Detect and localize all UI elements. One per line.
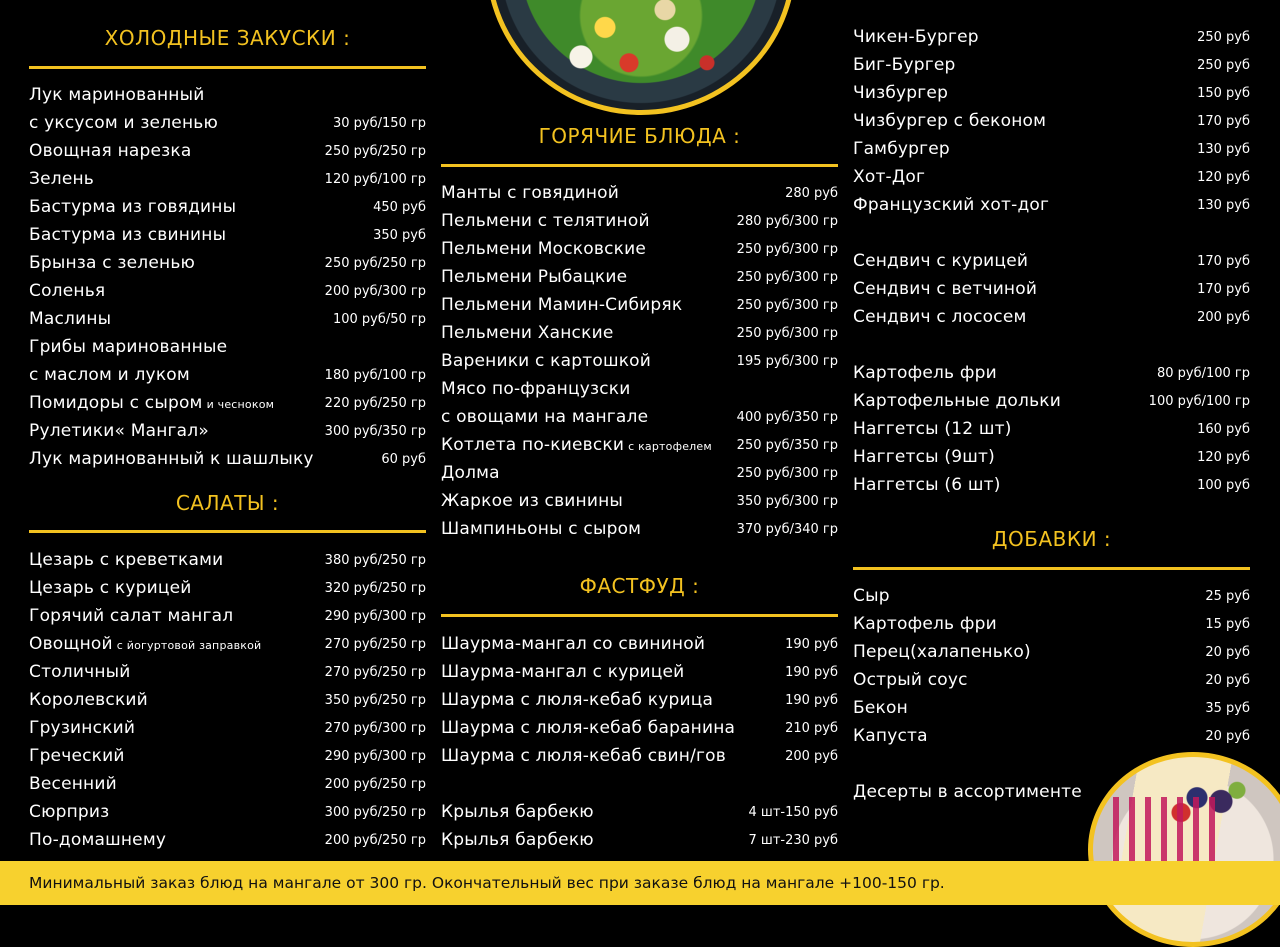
- section-title-fastfood: ФАСТФУД :: [579, 574, 700, 598]
- footer-note-bar: [0, 861, 1280, 905]
- section-divider: [441, 614, 838, 617]
- menu-item-title: с маслом и луком: [29, 365, 190, 385]
- menu-item: [29, 546, 426, 574]
- menu-item-price: 250 руб/250 гр: [324, 143, 426, 159]
- menu-item-price: 280 руб/300 гр: [736, 213, 838, 229]
- menu-item: [29, 630, 426, 658]
- menu-item-title: Крылья барбекю: [441, 830, 594, 850]
- menu-item: [441, 826, 838, 854]
- menu-item-title: Крылья барбекю: [441, 802, 594, 822]
- menu-item-title: Чикен-Бургер: [853, 27, 979, 47]
- menu-item-price: 170 руб: [1197, 113, 1250, 129]
- menu-item: [853, 247, 1250, 275]
- menu-item: [29, 137, 426, 165]
- menu-item-price: 25 руб: [1205, 588, 1250, 604]
- menu-item-name: [29, 169, 94, 189]
- menu-item-title: Помидоры с сыром: [29, 393, 203, 413]
- menu-item-name: [441, 718, 735, 738]
- menu-item-title: Греческий: [29, 746, 125, 766]
- menu-item-title: Шаурма-мангал со свининой: [441, 634, 706, 654]
- menu-item: [853, 471, 1250, 499]
- menu-item: [853, 191, 1250, 219]
- menu-item-name: [853, 642, 1031, 662]
- menu-item-title: Французский хот-дог: [853, 195, 1050, 215]
- menu-item-name: [853, 111, 1046, 131]
- menu-item-title: Хот-Дог: [853, 167, 926, 187]
- menu-item-name: [853, 139, 950, 159]
- menu-item: [29, 249, 426, 277]
- menu-item-name: [29, 449, 314, 469]
- menu-item-title: Шаурма с люля-кебаб курица: [441, 690, 714, 710]
- menu-item-title: Бекон: [853, 698, 908, 718]
- menu-item: [441, 798, 838, 826]
- menu-item-price: 120 руб/100 гр: [324, 171, 426, 187]
- menu-item-name: [29, 746, 125, 766]
- menu-item-title: Котлета по-киевски: [441, 435, 625, 455]
- menu-item-name: [853, 27, 979, 47]
- menu-item-price: 4 шт-150 руб: [748, 804, 838, 820]
- menu-item-price: 280 руб: [785, 185, 838, 201]
- menu-item-name: [853, 447, 995, 467]
- menu-item: [441, 179, 838, 207]
- menu-item-name: [441, 407, 648, 427]
- menu-item: [441, 375, 838, 403]
- menu-item-price: 200 руб: [1197, 309, 1250, 325]
- menu-item: [441, 291, 838, 319]
- menu-item-title: Манты с говядиной: [441, 183, 620, 203]
- menu-item-title: Бастурма из свинины: [29, 225, 227, 245]
- menu-item-title: Пельмени с телятиной: [441, 211, 650, 231]
- menu-item-name: [29, 774, 117, 794]
- menu-item-name: [853, 586, 890, 606]
- menu-item-price: 300 руб/250 гр: [324, 804, 426, 820]
- menu-item-price: 7 шт-230 руб: [748, 832, 838, 848]
- menu-item-name: [853, 167, 925, 187]
- menu-item-price: 200 руб: [785, 748, 838, 764]
- menu-item-name: [853, 279, 1037, 299]
- section-divider: [29, 530, 426, 533]
- menu-item: [853, 135, 1250, 163]
- menu-item-title: Вареники с картошкой: [441, 351, 652, 371]
- menu-item-price: 370 руб/340 гр: [736, 521, 838, 537]
- section-title-extras: ДОБАВКИ :: [991, 527, 1112, 551]
- menu-item-title: Пельмени Ханские: [441, 323, 614, 343]
- menu-item-price: 60 руб: [381, 451, 426, 467]
- menu-item: [853, 163, 1250, 191]
- menu-item-title: Мясо по-французски: [441, 379, 631, 399]
- menu-item: [441, 630, 838, 658]
- menu-item-title: Сюрприз: [29, 802, 110, 822]
- menu-item-price: 250 руб/300 гр: [736, 269, 838, 285]
- menu-item-price: 20 руб: [1205, 728, 1250, 744]
- menu-item-name: [441, 463, 500, 483]
- menu-item-title: Лук маринованный: [29, 85, 205, 105]
- menu-item: [441, 487, 838, 515]
- menu-item-title: Наггетсы (6 шт): [853, 475, 1001, 495]
- menu-item-price: 100 руб: [1197, 477, 1250, 493]
- salad-photo: [486, 0, 796, 115]
- menu-item: [441, 263, 838, 291]
- menu-item: [853, 582, 1250, 610]
- menu-item-price: 100 руб/100 гр: [1148, 393, 1250, 409]
- menu-item-price: 250 руб/250 гр: [324, 255, 426, 271]
- menu-item-title: Сендвич с ветчиной: [853, 279, 1038, 299]
- menu-item-price: 250 руб/300 гр: [736, 325, 838, 341]
- menu-item: [853, 666, 1250, 694]
- menu-item-price: 300 руб/350 гр: [324, 423, 426, 439]
- menu-item-name: [441, 634, 705, 654]
- menu-item-name: [29, 225, 226, 245]
- menu-item: [29, 221, 426, 249]
- menu-item-title: с овощами на мангале: [441, 407, 649, 427]
- menu-item-price: 200 руб/250 гр: [324, 832, 426, 848]
- menu-item-title: Долма: [441, 463, 500, 483]
- menu-item-price: 20 руб: [1205, 644, 1250, 660]
- menu-item: [29, 305, 426, 333]
- menu-item-title: Наггетсы (12 шт): [853, 419, 1012, 439]
- menu-item: [853, 415, 1250, 443]
- menu-item-price: 15 руб: [1205, 616, 1250, 632]
- menu-item-name: [853, 307, 1027, 327]
- menu-item-price: 350 руб/300 гр: [736, 493, 838, 509]
- footer-note: Минимальный заказ блюд на мангале от 300 гр. Окончательный вес при заказе блюд на мангале +100-150 гр.: [29, 874, 945, 892]
- menu-item-title: Жаркое из свинины: [441, 491, 624, 511]
- menu-item-name: [441, 211, 650, 231]
- menu-item: [29, 165, 426, 193]
- menu-item: [853, 610, 1250, 638]
- section-title-salads: САЛАТЫ :: [175, 491, 280, 515]
- section-title-hot-dishes: ГОРЯЧИЕ БЛЮДА :: [538, 124, 741, 148]
- menu-item-title: Лук маринованный к шашлыку: [29, 449, 314, 469]
- menu-item-title: Чизбургер с беконом: [853, 111, 1047, 131]
- menu-item: [441, 431, 838, 459]
- menu-item-price: 320 руб/250 гр: [324, 580, 426, 596]
- menu-item: [29, 277, 426, 305]
- menu-item-title: Рулетики« Мангал»: [29, 421, 209, 441]
- menu-item: [441, 658, 838, 686]
- menu-item-name: [29, 393, 274, 413]
- menu-item-price: 350 руб/250 гр: [324, 692, 426, 708]
- menu-item-price: 130 руб: [1197, 141, 1250, 157]
- menu-item-title: Чизбургер: [853, 83, 949, 103]
- menu-item-price: 380 руб/250 гр: [324, 552, 426, 568]
- menu-item-price: 290 руб/300 гр: [324, 608, 426, 624]
- menu-item-price: 20 руб: [1205, 672, 1250, 688]
- menu-item-price: 270 руб/300 гр: [324, 720, 426, 736]
- menu-item: [853, 443, 1250, 471]
- menu-item: [29, 193, 426, 221]
- menu-item-note: и чесноком: [206, 398, 275, 411]
- menu-item-price: 30 руб/150 гр: [332, 115, 426, 131]
- menu-item: [853, 79, 1250, 107]
- menu-item-title: Грибы маринованные: [29, 337, 228, 357]
- menu-item-name: [853, 251, 1028, 271]
- menu-item-title: Зелень: [29, 169, 95, 189]
- menu-item-price: 220 руб/250 гр: [324, 395, 426, 411]
- menu-item-price: 270 руб/250 гр: [324, 636, 426, 652]
- menu-item-note: с йогуртовой заправкой: [116, 639, 262, 652]
- menu-item: [441, 515, 838, 543]
- menu-item: [29, 417, 426, 445]
- menu-item-name: [441, 295, 682, 315]
- cheesecake-photo: [1088, 752, 1280, 947]
- menu-item-title: Шаурма с люля-кебаб свин/гов: [441, 746, 726, 766]
- menu-item-price: 250 руб/300 гр: [736, 465, 838, 481]
- menu-item-title: Сыр: [853, 586, 890, 606]
- menu-item-name: [441, 239, 646, 259]
- menu-item-name: [441, 323, 613, 343]
- menu-item-title: Овощная нарезка: [29, 141, 192, 161]
- menu-item-name: [853, 55, 955, 75]
- menu-item: [853, 303, 1250, 331]
- menu-item-name: [441, 802, 594, 822]
- menu-item-price: 200 руб/250 гр: [324, 776, 426, 792]
- menu-item-name: [853, 782, 1082, 802]
- menu-item: [853, 107, 1250, 135]
- menu-item-price: 400 руб/350 гр: [736, 409, 838, 425]
- menu-item-price: 190 руб: [785, 636, 838, 652]
- menu-item-title: Биг-Бургер: [853, 55, 956, 75]
- section-divider: [29, 66, 426, 69]
- menu-item-price: 270 руб/250 гр: [324, 664, 426, 680]
- menu-item: [441, 235, 838, 263]
- menu-item-price: 100 руб/50 гр: [332, 311, 426, 327]
- menu-item: [853, 275, 1250, 303]
- menu-item-price: 290 руб/300 гр: [324, 748, 426, 764]
- menu-item-price: 250 руб/300 гр: [736, 241, 838, 257]
- menu-item-price: 190 руб: [785, 664, 838, 680]
- menu-item-title: Шампиньоны с сыром: [441, 519, 642, 539]
- menu-item-title: Пельмени Московские: [441, 239, 647, 259]
- menu-item-title: Картофель фри: [853, 614, 997, 634]
- menu-item-name: [29, 281, 105, 301]
- menu-item: [853, 722, 1250, 750]
- menu-item-title: Соленья: [29, 281, 106, 301]
- menu-item-title: Картофельные дольки: [853, 391, 1062, 411]
- menu-item-price: 130 руб: [1197, 197, 1250, 213]
- menu-item-title: Острый соус: [853, 670, 968, 690]
- menu-item-title: Гамбургер: [853, 139, 950, 159]
- menu-item-name: [853, 670, 968, 690]
- menu-item-price: 160 руб: [1197, 421, 1250, 437]
- menu-item-title: Цезарь с курицей: [29, 578, 192, 598]
- section-divider: [853, 567, 1250, 570]
- menu-item-name: [29, 690, 148, 710]
- menu-item-name: [853, 391, 1061, 411]
- menu-item-name: [853, 726, 928, 746]
- menu-item-title: Сендвич с лососем: [853, 307, 1027, 327]
- menu-item: [441, 207, 838, 235]
- menu-item-title: Весенний: [29, 774, 117, 794]
- menu-item-title: Цезарь с креветками: [29, 550, 224, 570]
- menu-item-price: 35 руб: [1205, 700, 1250, 716]
- menu-item-title: Пельмени Мамин-Сибиряк: [441, 295, 683, 315]
- menu-item: [29, 826, 426, 854]
- menu-item: [29, 714, 426, 742]
- menu-item-title: с уксусом и зеленью: [29, 113, 218, 133]
- menu-item-title: Маслины: [29, 309, 112, 329]
- menu-item-name: [853, 83, 948, 103]
- menu-item-title: Капуста: [853, 726, 928, 746]
- menu-item-name: [29, 662, 131, 682]
- menu-item: [29, 445, 426, 473]
- menu-item-name: [853, 614, 997, 634]
- menu-item-price: 180 руб/100 гр: [324, 367, 426, 383]
- menu-item-name: [29, 802, 109, 822]
- menu-item-title: Овощной: [29, 634, 113, 654]
- menu-item-title: По-домашнему: [29, 830, 167, 850]
- menu-item: [29, 109, 426, 137]
- menu-item-title: Грузинский: [29, 718, 136, 738]
- menu-item-name: [29, 634, 261, 654]
- menu-item-price: 195 руб/300 гр: [736, 353, 838, 369]
- menu-item-name: [441, 491, 623, 511]
- menu-item-title: Сендвич с курицей: [853, 251, 1029, 271]
- menu-item-price: 250 руб: [1197, 57, 1250, 73]
- menu-item-name: [29, 253, 195, 273]
- menu-item: [29, 798, 426, 826]
- menu-item: [29, 389, 426, 417]
- menu-item-price: 120 руб: [1197, 169, 1250, 185]
- menu-item-name: [29, 718, 135, 738]
- menu-item-name: [853, 195, 1049, 215]
- menu-item-price: 170 руб: [1197, 281, 1250, 297]
- menu-item: [29, 742, 426, 770]
- menu-item: [853, 638, 1250, 666]
- menu-item-name: [441, 379, 631, 399]
- menu-item-name: [29, 550, 223, 570]
- menu-item-name: [853, 419, 1012, 439]
- menu-item: [29, 658, 426, 686]
- menu-item-name: [29, 85, 204, 105]
- menu-item-price: 150 руб: [1197, 85, 1250, 101]
- menu-item-title: Перец(халапенько): [853, 642, 1031, 662]
- menu-item: [441, 459, 838, 487]
- menu-item-name: [441, 662, 684, 682]
- menu-item-name: [441, 351, 651, 371]
- menu-item: [441, 403, 838, 431]
- menu-item-name: [29, 309, 111, 329]
- menu-item: [441, 319, 838, 347]
- menu-item: [853, 387, 1250, 415]
- menu-item-name: [29, 830, 166, 850]
- menu-item-name: [29, 197, 236, 217]
- menu-item-price: 350 руб: [373, 227, 426, 243]
- menu-item: [29, 770, 426, 798]
- menu-item-name: [441, 746, 726, 766]
- menu-item: [29, 686, 426, 714]
- menu-item-name: [29, 113, 218, 133]
- menu-item-name: [29, 606, 233, 626]
- menu-item: [853, 694, 1250, 722]
- menu-item: [29, 602, 426, 630]
- menu-item-title: Наггетсы (9шт): [853, 447, 995, 467]
- menu-item-name: [441, 183, 619, 203]
- menu-item-price: 120 руб: [1197, 449, 1250, 465]
- menu-item-name: [441, 519, 641, 539]
- menu-item-name: [29, 365, 190, 385]
- menu-item-price: 250 руб/300 гр: [736, 297, 838, 313]
- menu-item: [441, 686, 838, 714]
- menu-item-title: Королевский: [29, 690, 148, 710]
- menu-item-price: 200 руб/300 гр: [324, 283, 426, 299]
- menu-item-title: Шаурма с люля-кебаб баранина: [441, 718, 736, 738]
- menu-item-price: 210 руб: [785, 720, 838, 736]
- section-title-cold-appetizers: ХОЛОДНЫЕ ЗАКУСКИ :: [104, 26, 351, 50]
- menu-item-price: 80 руб/100 гр: [1156, 365, 1250, 381]
- menu-item-price: 250 руб/350 гр: [736, 437, 838, 453]
- menu-item-price: 250 руб: [1197, 29, 1250, 45]
- menu-item-title: Столичный: [29, 662, 131, 682]
- menu-item-title: Десерты в ассортименте: [853, 782, 1082, 802]
- menu-item: [853, 23, 1250, 51]
- menu-item: [29, 81, 426, 109]
- menu-item: [29, 574, 426, 602]
- menu-item-name: [29, 421, 209, 441]
- menu-item: [853, 359, 1250, 387]
- menu-item: [853, 51, 1250, 79]
- menu-item-title: Брынза с зеленью: [29, 253, 196, 273]
- menu-item-name: [441, 690, 713, 710]
- menu-item-price: 190 руб: [785, 692, 838, 708]
- menu-item-name: [853, 698, 908, 718]
- menu-item-name: [29, 141, 191, 161]
- menu-item-name: [29, 337, 227, 357]
- menu-item: [29, 333, 426, 361]
- menu-item-title: Картофель фри: [853, 363, 997, 383]
- menu-item-title: Шаурма-мангал с курицей: [441, 662, 685, 682]
- menu-item-title: Бастурма из говядины: [29, 197, 237, 217]
- menu-item-title: Пельмени Рыбацкие: [441, 267, 628, 287]
- menu-item-name: [853, 475, 1001, 495]
- menu-item: [441, 742, 838, 770]
- menu-item-title: Горячий салат мангал: [29, 606, 234, 626]
- section-divider: [441, 164, 838, 167]
- menu-item: [441, 714, 838, 742]
- menu-item-name: [29, 578, 192, 598]
- menu-item-price: 170 руб: [1197, 253, 1250, 269]
- menu-item: [29, 361, 426, 389]
- menu-item-name: [441, 435, 712, 455]
- menu-item-name: [441, 267, 627, 287]
- menu-item-name: [853, 363, 997, 383]
- menu-item-price: 450 руб: [373, 199, 426, 215]
- menu-item-note: с картофелем: [628, 440, 712, 453]
- menu-item-name: [441, 830, 594, 850]
- menu-item: [441, 347, 838, 375]
